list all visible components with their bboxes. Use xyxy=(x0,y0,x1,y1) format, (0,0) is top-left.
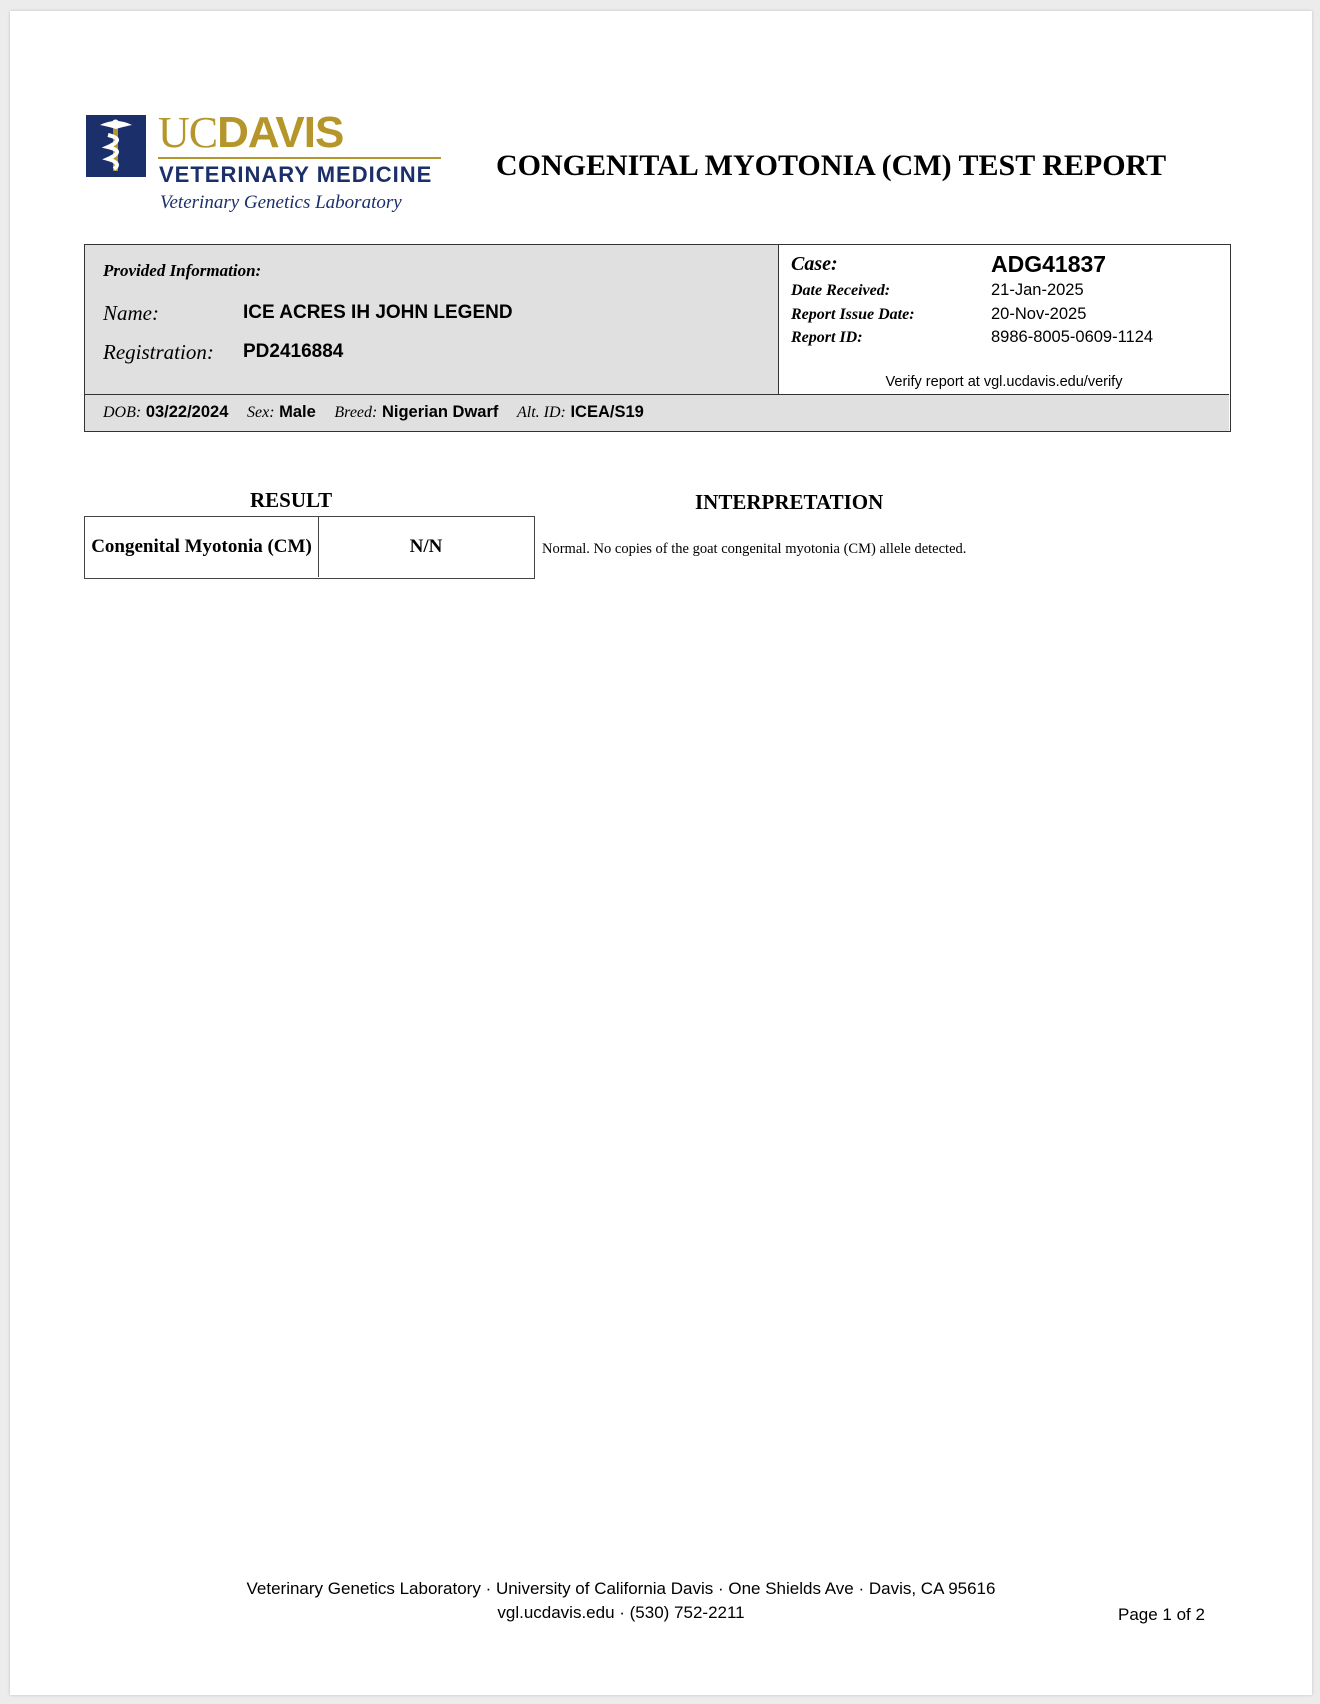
lab-name: Veterinary Genetics Laboratory xyxy=(160,192,402,213)
case-value: ADG41837 xyxy=(991,251,1107,277)
caduceus-icon xyxy=(86,115,146,177)
breed-value: Nigerian Dwarf xyxy=(381,403,499,421)
report-title: CONGENITAL MYOTONIA (CM) TEST REPORT xyxy=(496,149,1167,182)
report-id-label: Report ID: xyxy=(791,329,863,346)
result-table xyxy=(84,516,535,579)
animal-details xyxy=(103,403,658,422)
dob-label: DOB: xyxy=(103,404,142,421)
date-received-label: Date Received: xyxy=(791,282,891,299)
date-received-value: 21-Jan-2025 xyxy=(991,281,1084,299)
page-number: Page 1 of 2 xyxy=(1118,1605,1205,1624)
report-issue-date-label: Report Issue Date: xyxy=(791,306,915,323)
sex-label: Sex: xyxy=(247,404,275,421)
result-test-name: Congenital Myotonia (CM) xyxy=(85,517,319,577)
provided-information-panel xyxy=(85,245,779,395)
ucdavis-vet-med-logo xyxy=(86,108,446,225)
result-heading: RESULT xyxy=(250,488,333,512)
alt-id-value: ICEA/S19 xyxy=(570,403,644,421)
case-label: Case: xyxy=(791,253,838,275)
registration-label: Registration: xyxy=(103,340,214,364)
report-page xyxy=(10,11,1312,1695)
name-value: ICE ACRES IH JOHN LEGEND xyxy=(243,302,513,323)
footer-address: Veterinary Genetics Laboratory · University of California Davis · One Shields Ave · Davis, CA 95616 xyxy=(246,1579,996,1598)
report-issue-date-value: 20-Nov-2025 xyxy=(991,305,1087,323)
interpretation-heading: INTERPRETATION xyxy=(695,490,884,514)
school-name: VETERINARY MEDICINE xyxy=(159,162,433,187)
logo-divider xyxy=(158,157,441,159)
ucdavis-wordmark: UCDAVIS xyxy=(158,108,344,157)
breed-label: Breed: xyxy=(334,404,378,421)
report-id-value: 8986-8005-0609-1124 xyxy=(991,328,1154,346)
verify-report-link[interactable]: Verify report at vgl.ucdavis.edu/verify xyxy=(885,374,1123,390)
info-box xyxy=(84,244,1231,432)
footer-contact: vgl.ucdavis.edu · (530) 752-2211 xyxy=(497,1603,745,1622)
alt-id-label: Alt. ID: xyxy=(516,404,566,421)
name-label: Name: xyxy=(103,301,159,325)
interpretation-text: Normal. No copies of the goat congenital myotonia (CM) allele detected. xyxy=(542,541,967,557)
animal-details-row xyxy=(85,395,1229,431)
dob-value: 03/22/2024 xyxy=(145,403,229,421)
sex-value: Male xyxy=(279,403,316,421)
provided-information-heading: Provided Information: xyxy=(103,261,262,280)
case-information-panel xyxy=(779,245,1229,395)
registration-value: PD2416884 xyxy=(243,341,344,362)
result-genotype: N/N xyxy=(409,536,443,557)
